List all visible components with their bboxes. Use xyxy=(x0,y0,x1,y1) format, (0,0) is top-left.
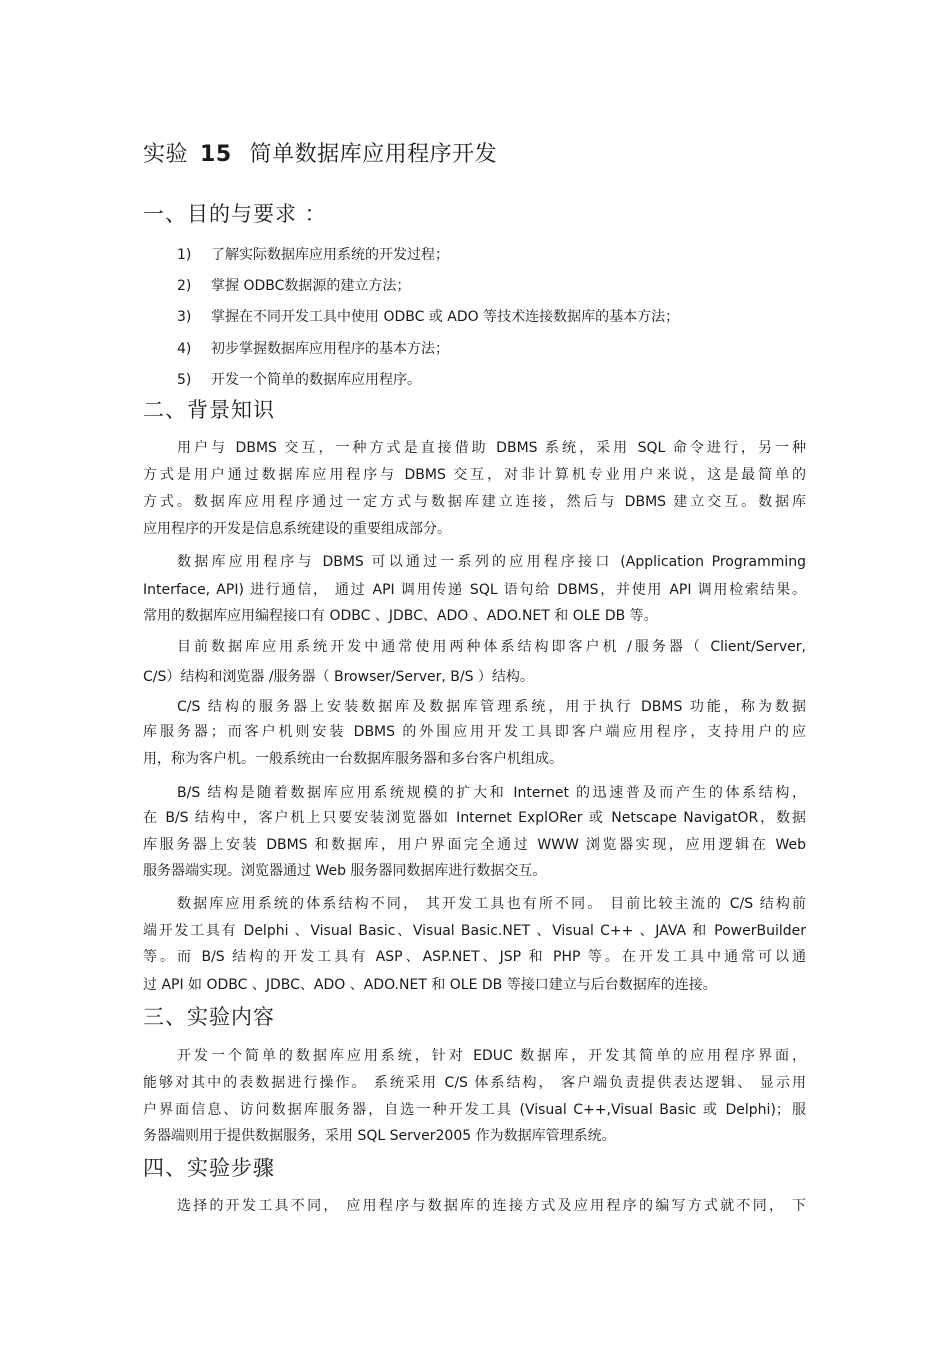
paragraph-line: 方式。数据库应用程序通过一定方式与数据库建立连接，然后与 DBMS 建立交互。数据库 xyxy=(143,494,806,510)
paragraph-line: 服务器端实现。浏览器通过 Web 服务器同数据库进行数据交互。 xyxy=(143,863,547,879)
paragraph-line: 用，称为客户机。一般系统由一台数据库服务器和多台客户机组成。 xyxy=(143,751,563,767)
paragraph-line: 能够对其中的表数据进行操作。 系统采用 C/S 体系结构， 客户端负责提供表达逻辑、 显示用 xyxy=(143,1075,806,1091)
paragraph-line: Interface, API) 进行通信， 通过 API 调用传递 SQL 语句给 DBMS，并使用 API 调用检索结果。 xyxy=(143,582,806,598)
requirement-item: 5) 开发一个简单的数据库应用程序。 xyxy=(177,372,421,388)
paragraph-line: 用户与 DBMS 交互，一种方式是直接借助 DBMS 系统，采用 SQL 命令进行，另一种 xyxy=(177,440,806,456)
paragraph-line: 目前数据库应用系统开发中通常使用两种体系结构即客户机 /服务器（ Client/Server, xyxy=(177,639,806,655)
paragraph-line: 在 B/S 结构中，客户机上只要安装浏览器如 Internet ExplORer 或 Netscape NavigatOR，数据 xyxy=(143,810,806,826)
document-title xyxy=(143,140,497,170)
section-heading-background: 二、背景知识 xyxy=(143,398,275,422)
paragraph-line: 数据库应用系统的体系结构不同， 其开发工具也有所不同。 目前比较主流的 C/S 结构前 xyxy=(177,896,806,912)
paragraph-line: 等。而 B/S 结构的开发工具有 ASP、ASP.NET、JSP 和 PHP 等。在开发工具中通常可以通 xyxy=(143,949,806,965)
paragraph-line: 数据库应用程序与 DBMS 可以通过一系列的应用程序接口 (Application Programming xyxy=(177,554,806,570)
requirement-item: 4) 初步掌握数据库应用程序的基本方法； xyxy=(177,341,449,357)
section-heading-steps: 四、实验步骤 xyxy=(143,1156,275,1180)
requirement-item: 2) 掌握 ODBC数据源的建立方法； xyxy=(177,278,411,294)
section-heading-content: 三、实验内容 xyxy=(143,1005,275,1029)
paragraph-line: 方式是用户通过数据库应用程序与 DBMS 交互，对非计算机专业用户来说，这是最简单的 xyxy=(143,467,806,483)
paragraph-line: 库服务器上安装 DBMS 和数据库，用户界面完全通过 WWW 浏览器实现，应用逻辑在 Web xyxy=(143,837,806,853)
title-number: 15 xyxy=(200,142,232,167)
paragraph-line: C/S 结构的服务器上安装数据库及数据库管理系统，用于执行 DBMS 功能，称为数据 xyxy=(177,699,806,715)
paragraph-line: 端开发工具有 Delphi 、Visual Basic、Visual Basic.NET 、Visual C++ 、JAVA 和 PowerBuilder xyxy=(143,923,806,939)
title-prefix: 实验 xyxy=(143,142,189,167)
requirement-item: 1) 了解实际数据库应用系统的开发过程； xyxy=(177,247,449,263)
paragraph-line: C/S）结构和浏览器 /服务器（ Browser/Server, B/S ）结构。 xyxy=(143,669,534,685)
paragraph-line: B/S 结构是随着数据库应用系统规模的扩大和 Internet 的迅速普及而产生的体系结构， xyxy=(177,785,806,801)
section-heading-objectives: 一、目的与要求 ： xyxy=(143,202,327,226)
paragraph-line: 过 API 如 ODBC 、JDBC、ADO 、ADO.NET 和 OLE DB 等接口建立与后台数据库的连接。 xyxy=(143,977,717,993)
title-text: 简单数据库应用程序开发 xyxy=(249,142,498,167)
paragraph-line: 务器端则用于提供数据服务，采用 SQL Server2005 作为数据库管理系统。 xyxy=(143,1128,616,1144)
paragraph-line: 应用程序的开发是信息系统建设的重要组成部分。 xyxy=(143,521,451,537)
paragraph-line: 户界面信息、访问数据库服务器，自选一种开发工具 (Visual C++,Visual Basic 或 Delphi)；服 xyxy=(143,1102,806,1118)
paragraph-line: 库服务器；而客户机则安装 DBMS 的外围应用开发工具即客户端应用程序，支持用户的应 xyxy=(143,724,806,740)
paragraph-line: 开发一个简单的数据库应用系统，针对 EDUC 数据库，开发其简单的应用程序界面， xyxy=(177,1048,806,1064)
paragraph-line: 常用的数据库应用编程接口有 ODBC 、JDBC、ADO 、ADO.NET 和 OLE DB 等。 xyxy=(143,608,658,624)
paragraph-line: 选择的开发工具不同， 应用程序与数据库的连接方式及应用程序的编写方式就不同， 下 xyxy=(177,1198,806,1214)
requirement-item: 3) 掌握在不同开发工具中使用 ODBC 或 ADO 等技术连接数据库的基本方法； xyxy=(177,309,680,325)
